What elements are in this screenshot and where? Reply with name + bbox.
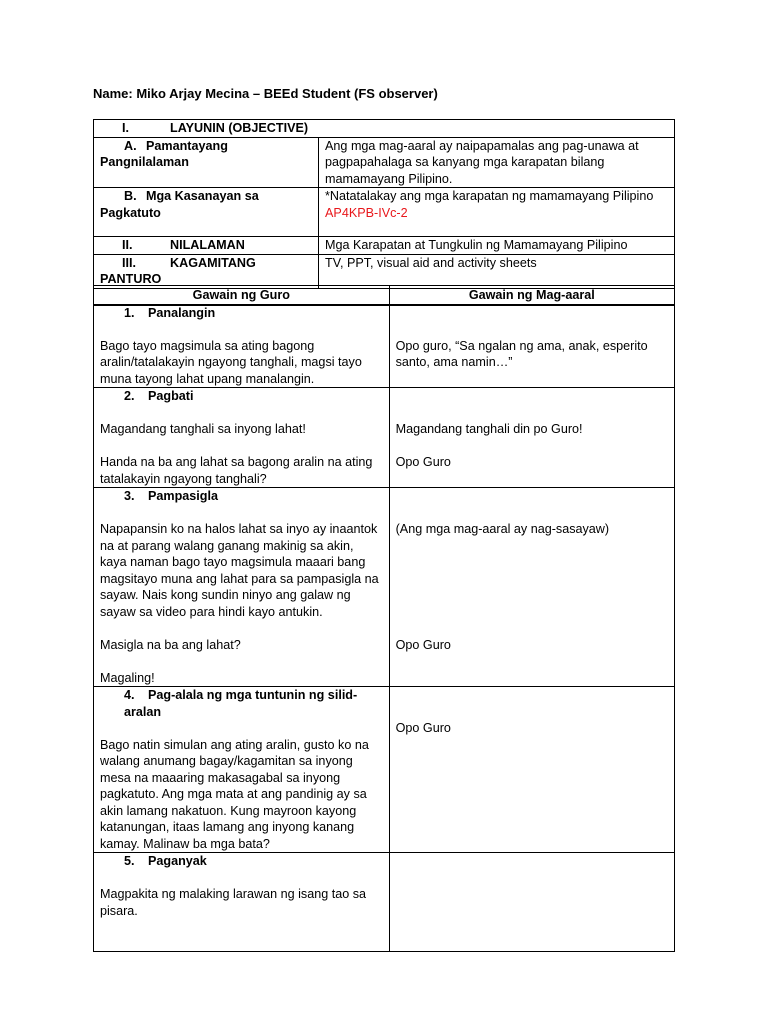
teacher-cell: [94, 304, 390, 388]
student-cell: [389, 853, 674, 952]
name-line: Name: Miko Arjay Mecina – BEEd Student (FS observer): [93, 86, 438, 101]
activity-title-text: Panalangin: [148, 305, 216, 320]
competency-text: *Natatalakay ang mga karapatan ng mamamayang Pilipino: [325, 189, 654, 203]
row-value-cell: TV, PPT, visual aid and activity sheets: [319, 254, 675, 288]
competency-code: AP4KPB-IVc-2: [325, 205, 408, 220]
activity-title: [100, 388, 383, 405]
table-row: [94, 853, 675, 952]
item-label: Pamantayang Pangnilalaman: [100, 138, 228, 169]
row-value-cell: Ang mga mag-aaral ay naipapamalas ang pag-unawa at pagpapahalaga sa kanyang mga karapatan bilang mamamayang Pilipino.: [319, 137, 675, 188]
row-value-cell: Mga Karapatan at Tungkulin ng Mamamayang Pilipino: [319, 237, 675, 255]
teacher-cell: [94, 488, 390, 687]
teacher-cell: [94, 853, 390, 952]
column-header-student: Gawain ng Mag-aaral: [389, 286, 674, 305]
teacher-text: Magandang tanghali sa inyong lahat!: [100, 422, 306, 436]
teacher-text: Bago tayo magsimula sa ating bagong aralin/tatalakayin ngayong tanghali, magsi tayo muna tayong lahat upang manalangin.: [100, 338, 362, 386]
teacher-text: Napapansin ko na halos lahat sa inyo ay inaantok na at parang walang ganang makinig sa akin, kaya naman bago tayo magsimula maaari bang magsitayo muna ang lahat para sa pampasigla na sayaw. Nais kong sundin ninyo ang galaw ng sayaw sa video para hindi kayo antukin.: [100, 522, 379, 619]
table-row: [94, 237, 675, 255]
table-header-row: [94, 286, 675, 305]
section-number: I.: [122, 121, 129, 135]
section-label: LAYUNIN (OBJECTIVE): [170, 121, 309, 135]
item-letter: A.: [124, 138, 137, 153]
activity-title: [100, 488, 383, 505]
objectives-table: [93, 119, 675, 306]
activity-title: [100, 687, 383, 720]
student-text: (Ang mga mag-aaral ay nag-sasayaw): [395, 522, 610, 536]
table-row: [94, 488, 675, 687]
section-number: III.: [122, 255, 136, 270]
section-label: KAGAMITANG PANTURO: [100, 255, 256, 286]
row-label-cell: [94, 137, 319, 188]
student-text: Opo Guro: [395, 721, 451, 735]
table-row: [94, 254, 675, 288]
teacher-text: Magaling!: [100, 670, 155, 685]
section-number: II.: [122, 238, 133, 252]
student-cell: [389, 388, 674, 488]
student-cell: [389, 304, 674, 388]
activity-number: 2.: [124, 389, 135, 403]
teacher-text: Magpakita ng malaking larawan ng isang tao sa pisara.: [100, 887, 367, 918]
item-letter: B.: [124, 189, 137, 203]
table-row: [94, 120, 675, 138]
table-row: [94, 687, 675, 853]
teacher-text: Handa na ba ang lahat sa bagong aralin na ating tatalakayin ngayong tanghali?: [100, 455, 373, 486]
activity-number: 3.: [124, 489, 135, 503]
table-row: [94, 304, 675, 388]
table-row: [94, 188, 675, 237]
activity-title: [100, 305, 383, 322]
activity-title: [100, 853, 383, 870]
row-label-cell: [94, 188, 319, 237]
student-text: Opo Guro: [395, 455, 451, 469]
student-cell: [389, 687, 674, 853]
activity-number: 4.: [124, 688, 135, 702]
row-value-cell: [319, 188, 675, 237]
student-text: Magandang tanghali din po Guro!: [395, 422, 583, 436]
row-label-cell: [94, 254, 319, 288]
teacher-cell: [94, 687, 390, 853]
objective-heading-cell: [94, 120, 675, 138]
activity-number: 1.: [124, 305, 135, 320]
column-header-teacher: Gawain ng Guro: [94, 286, 390, 305]
student-cell: [389, 488, 674, 687]
activity-title-text: Paganyak: [148, 854, 207, 868]
teacher-text: Masigla na ba ang lahat?: [100, 637, 241, 652]
activities-table: [93, 285, 675, 952]
activity-title-text: Pag-alala ng mga tuntunin ng silid-aralan: [124, 688, 358, 719]
teacher-text: Bago natin simulan ang ating aralin, gusto ko na walang anumang bagay/kagamitan sa inyong mesa na maaaring makasagabal sa inyong pagkatuto. Ang mga mata at ang pandinig ay sa akin lamang nakatuon. Kung mayroon kayong katanungan, itaas lamang ang inyong kanang kamay. Malinaw ba mga bata?: [100, 737, 369, 851]
activity-title-text: Pampasigla: [148, 489, 218, 503]
activity-title-text: Pagbati: [148, 389, 194, 403]
item-label: Mga Kasanayan sa Pagkatuto: [100, 189, 259, 220]
row-label-cell: [94, 237, 319, 255]
student-text: Opo Guro: [395, 637, 451, 652]
teacher-cell: [94, 388, 390, 488]
table-row: [94, 137, 675, 188]
section-label: NILALAMAN: [170, 238, 245, 252]
activity-number: 5.: [124, 854, 135, 868]
student-text: Opo guro, “Sa ngalan ng ama, anak, esperito santo, ama namin…”: [395, 338, 648, 369]
table-row: [94, 388, 675, 488]
